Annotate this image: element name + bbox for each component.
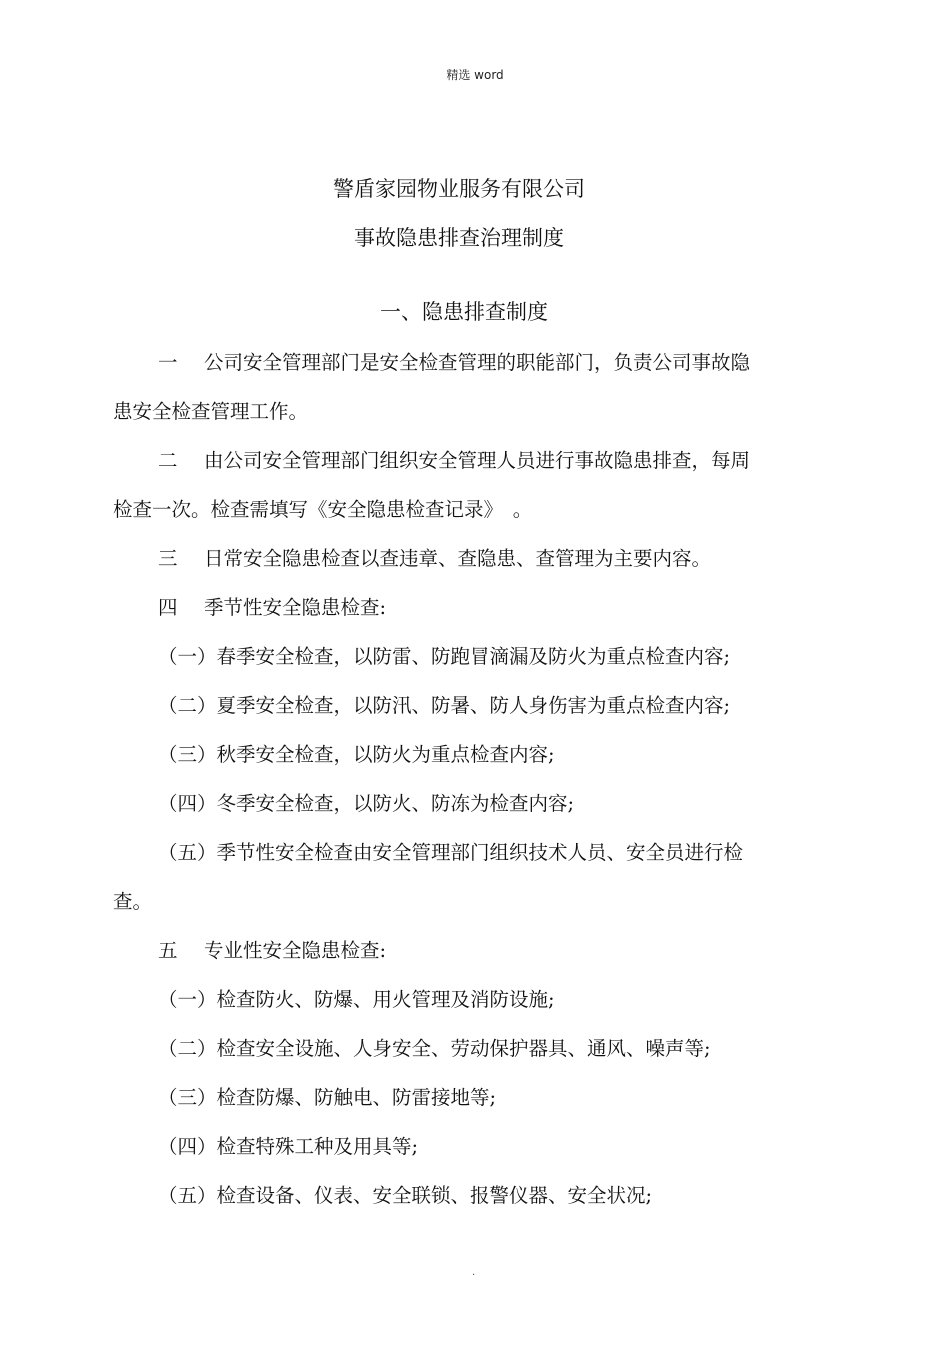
subitem-4-5: （五）季节性安全检查由安全管理部门组织技术人员、安全员进行检 (158, 841, 744, 864)
item-number: 一 (158, 351, 178, 374)
item-4 (158, 593, 386, 623)
subitem-5-3: （三）检查防爆、防触电、防雷接地等; (158, 1086, 497, 1109)
subitem-4-2: （二）夏季安全检查，以防汛、防暑、防人身伤害为重点检查内容; (158, 694, 731, 717)
item-2 (158, 446, 750, 476)
item-1 (158, 348, 750, 378)
item-text: 公司安全管理部门是安全检查管理的职能部门，负责公司事故隐 (204, 351, 751, 374)
subitem-5-2: （二）检查安全设施、人身安全、劳动保护器具、通风、噪声等; (158, 1037, 711, 1060)
document-title: 事故隐患排查治理制度 (354, 226, 564, 250)
subitem-5-5: （五）检查设备、仪表、安全联锁、报警仪器、安全状况; (158, 1184, 653, 1207)
company-name: 警盾家园物业服务有限公司 (333, 177, 585, 201)
subitem-4-4: （四）冬季安全检查，以防火、防冻为检查内容; (158, 792, 575, 815)
subitem-5-1: （一）检查防火、防爆、用火管理及消防设施; (158, 988, 555, 1011)
page-footer-mark: . (472, 1267, 476, 1278)
item-number: 五 (158, 939, 178, 962)
item-3 (158, 544, 711, 574)
subitem-4-5-continued: 查。 (113, 890, 153, 913)
page-header: 精选 word (446, 68, 504, 82)
subitem-4-1: （一）春季安全检查，以防雷、防跑冒滴漏及防火为重点检查内容; (158, 645, 731, 668)
item-5 (158, 936, 386, 966)
item-text: 由公司安全管理部门组织安全管理人员进行事故隐患排查，每周 (204, 449, 751, 472)
item-number: 二 (158, 449, 178, 472)
item-text: 专业性安全隐患检查: (204, 939, 387, 962)
item-text: 季节性安全隐患检查: (204, 596, 387, 619)
item-text: 日常安全隐患检查以查违章、查隐患、查管理为主要内容。 (204, 547, 712, 570)
item-2-continued: 检查一次。检查需填写《安全隐患检查记录》 。 (113, 498, 533, 521)
subitem-5-4: （四）检查特殊工种及用具等; (158, 1135, 419, 1158)
item-1-continued: 患安全检查管理工作。 (113, 400, 309, 423)
section-heading: 一、隐患排查制度 (380, 300, 548, 324)
item-number: 四 (158, 596, 178, 619)
item-number: 三 (158, 547, 178, 570)
subitem-4-3: （三）秋季安全检查，以防火为重点检查内容; (158, 743, 555, 766)
